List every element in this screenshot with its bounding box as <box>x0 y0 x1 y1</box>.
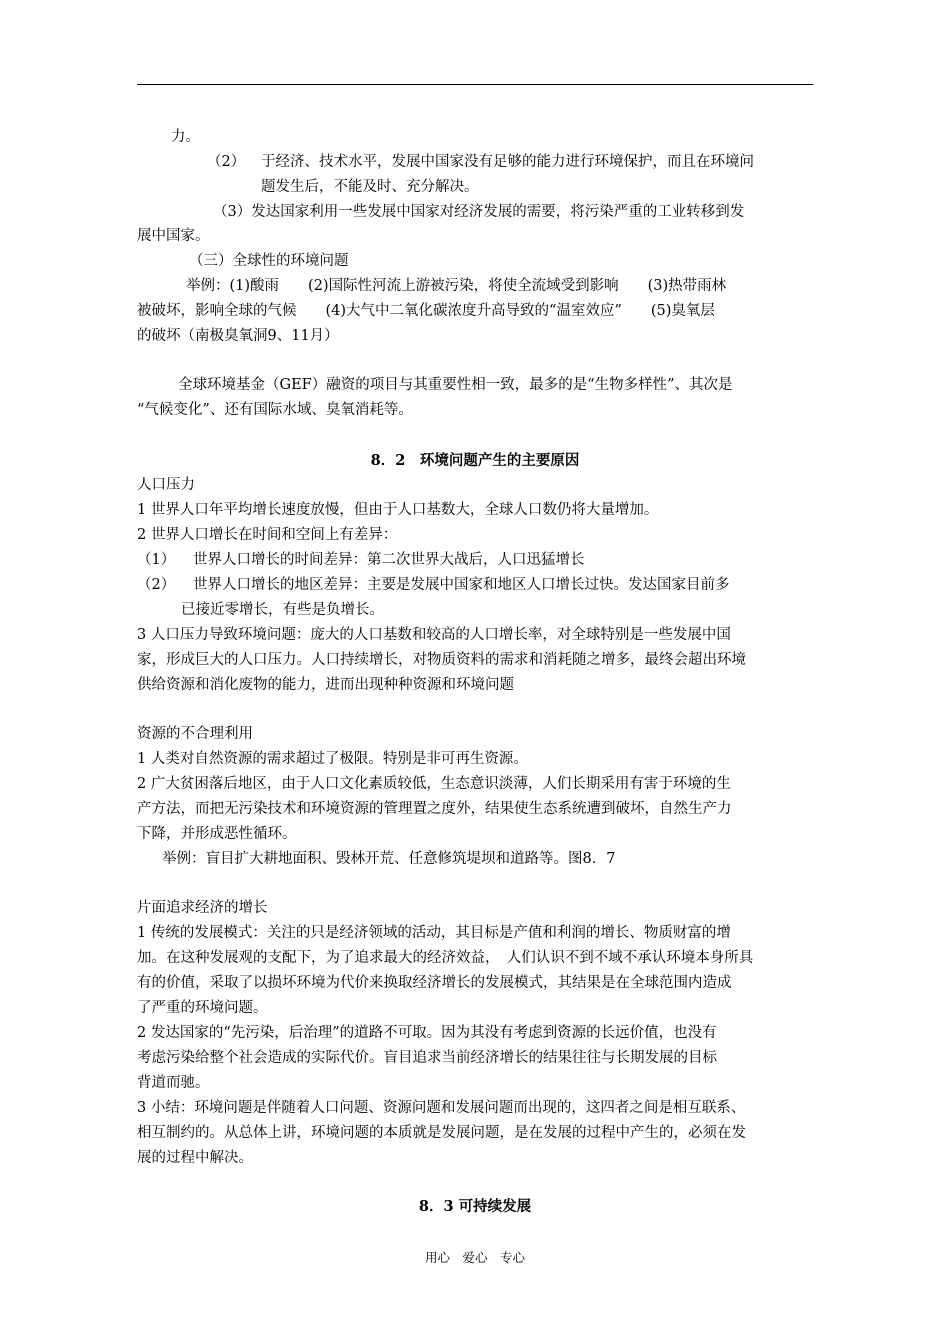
text-line: 产方法，而把无污染技术和环境资源的管理置之度外，结果使生态系统遭到破坏，自然生产力 <box>137 801 732 817</box>
subheading: 资源的不合理利用 <box>137 726 253 742</box>
text-line: 2 发达国家的“先污染，后治理”的道路不可取。因为其没有考虑到资源的长远价值，也没有 <box>137 1025 717 1041</box>
page-footer: 用心 爱心 专心 <box>424 1250 525 1265</box>
text-line: 3 人口压力导致环境问题：庞大的人口基数和较高的人口增长率，对全球特别是一些发展中国 <box>137 627 731 643</box>
text-line: 全球环境基金（GEF）融资的项目与其重要性相一致，最多的是“生物多样性”、其次是 <box>178 377 733 393</box>
text-line: 世界人口增长的时间差异：第二次世界大战后，人口迅猛增长 <box>193 552 585 568</box>
text-line: 展的过程中解决。 <box>137 1150 253 1166</box>
text-line: 相互制约的。从总体上讲，环境问题的本质就是发展问题，是在发展的过程中产生的，必须在发 <box>137 1125 746 1141</box>
section-title: 8．3 可持续发展 <box>418 1198 532 1215</box>
subheading: 人口压力 <box>137 477 195 493</box>
header-rule <box>137 84 813 85</box>
text-line: 下降，并形成恶性循环。 <box>137 826 297 842</box>
text-line: 举例：(1)酸雨 (2)国际性河流上游被污染，将使全流域受到影响 (3)热带雨林 <box>186 278 727 294</box>
text-line: 的破坏（南极臭氧洞9、11月） <box>137 328 339 344</box>
list-number: （2） <box>137 577 176 593</box>
text-line: 举例：盲目扩大耕地面积、毁林开荒、任意修筑堤坝和道路等。图8．7 <box>162 851 616 867</box>
text-line: 家，形成巨大的人口压力。人口持续增长，对物质资料的需求和消耗随之增多，最终会超出环境 <box>137 652 746 668</box>
text-line: 3 小结：环境问题是伴随着人口问题、资源问题和发展问题而出现的，这四者之间是相互联系、 <box>137 1100 746 1116</box>
subheading: 片面追求经济的增长 <box>137 900 268 916</box>
subheading: （三）全球性的环境问题 <box>189 253 349 269</box>
text-line: 考虑污染给整个社会造成的实际代价。盲目追求当前经济增长的结果往往与长期发展的目标 <box>137 1050 717 1066</box>
list-number: （2） <box>207 154 246 170</box>
text-line: （3）发达国家利用一些发展中国家对经济发展的需要，将污染严重的工业转移到发 <box>213 204 745 220</box>
list-number: （1） <box>137 552 176 568</box>
section-title: 8．2 环境问题产生的主要原因 <box>370 452 580 469</box>
text-line: 背道而驰。 <box>137 1075 210 1091</box>
text-line: 力。 <box>171 129 200 145</box>
text-line: 2 广大贫困落后地区，由于人口文化素质较低，生态意识淡薄，人们长期采用有害于环境的生 <box>137 776 731 792</box>
text-line: 2 世界人口增长在时间和空间上有差异： <box>137 527 398 543</box>
text-line: 1 人类对自然资源的需求超过了极限。特别是非可再生资源。 <box>137 751 528 767</box>
text-line: 世界人口增长的地区差异：主要是发展中国家和地区人口增长过快。发达国家目前多 <box>193 577 730 593</box>
text-line: 展中国家。 <box>137 228 210 244</box>
text-line: 加。在这种发展观的支配下，为了追求最大的经济效益， 人们认识不到不域不承认环境本身所具 <box>137 950 754 966</box>
text-line: 了严重的环境问题。 <box>137 1000 268 1016</box>
text-line: 1 世界人口年平均增长速度放慢，但由于人口基数大，全球人口数仍将大量增加。 <box>137 502 659 518</box>
text-line: 于经济、技术水平，发展中国家没有足够的能力进行环境保护，而且在环境问 <box>261 154 754 170</box>
text-line: 被破坏，影响全球的气候 (4)大气中二氧化碳浓度升高导致的“温室效应” (5)臭氧层 <box>137 303 715 319</box>
text-line: 1 传统的发展模式：关注的只是经济领域的活动，其目标是产值和利润的增长、物质财富的增 <box>137 925 731 941</box>
text-line: 有的价值，采取了以损坏环境为代价来换取经济增长的发展模式，其结果是在全球范围内造成 <box>137 975 732 991</box>
text-line: “气候变化”、还有国际水域、臭氧消耗等。 <box>137 402 413 418</box>
text-line: 题发生后，不能及时、充分解决。 <box>261 179 479 195</box>
text-line: 供给资源和消化废物的能力，进而出现种种资源和环境问题 <box>137 677 514 693</box>
text-line: 已接近零增长，有些是负增长。 <box>181 602 384 618</box>
